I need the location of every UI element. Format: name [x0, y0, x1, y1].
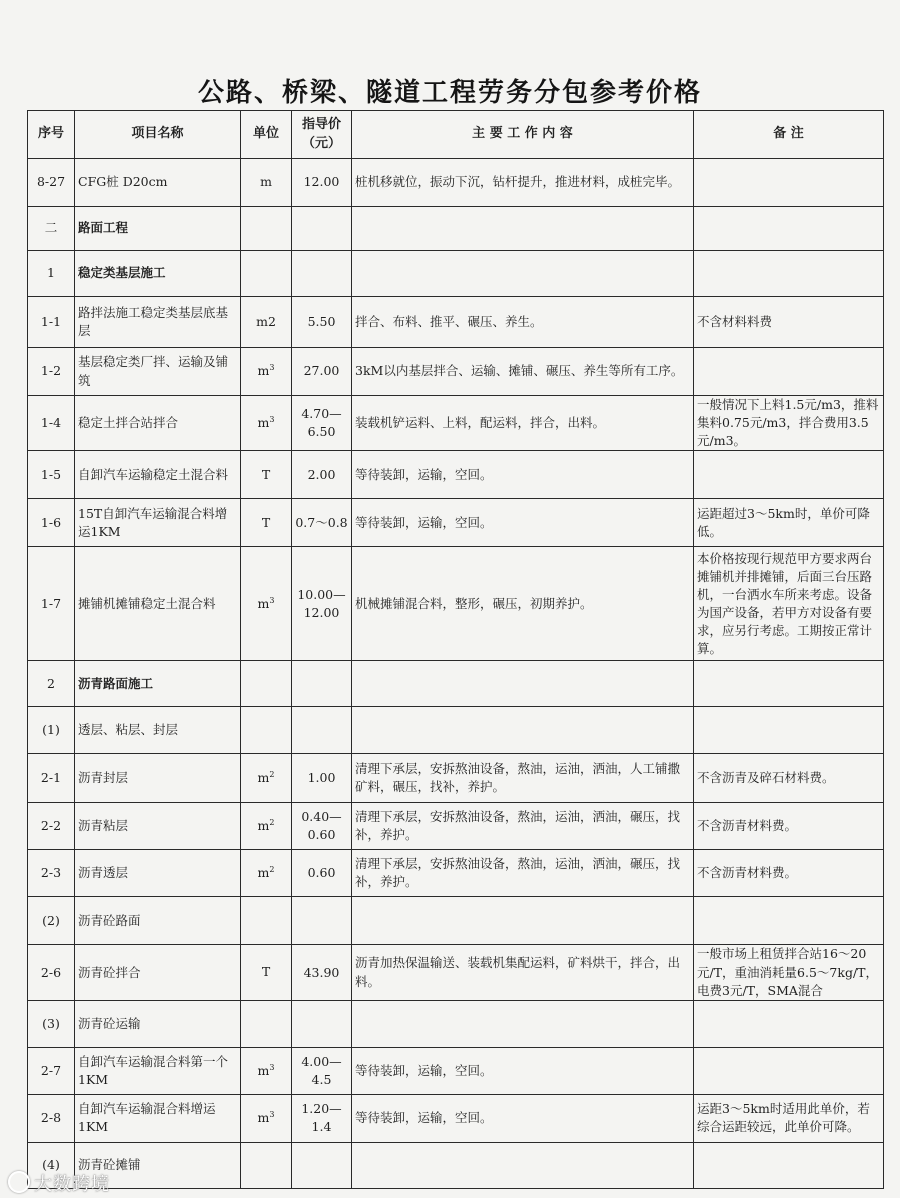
table-row: [28, 396, 884, 451]
guide-price: 2.00: [292, 451, 352, 499]
remark: [694, 207, 884, 251]
unit: T: [261, 514, 271, 530]
item-name: 稳定类基层施工: [75, 251, 241, 297]
table-row: [28, 1000, 884, 1047]
unit-cell: [241, 348, 292, 396]
table-row: [28, 1142, 884, 1188]
unit-cell: [241, 1142, 292, 1188]
work-content: [352, 207, 694, 251]
row-number: (2): [28, 897, 75, 945]
row-number: 2-7: [28, 1047, 75, 1094]
unit-cell: [241, 850, 292, 897]
guide-price: 0.7～0.8: [292, 499, 352, 547]
item-name: 沥青砼运输: [75, 1000, 241, 1047]
remark: [694, 348, 884, 396]
unit-cell: [241, 297, 292, 348]
row-number: (4): [28, 1142, 75, 1188]
remark: [694, 1000, 884, 1047]
guide-price: 4.00—4.5: [292, 1047, 352, 1094]
remark: 不含沥青及碎石材料费。: [694, 754, 884, 803]
unit-cell: [241, 1094, 292, 1142]
remark: [694, 451, 884, 499]
unit: m: [257, 770, 270, 786]
item-name: 沥青砼拌合: [75, 945, 241, 1000]
guide-price: [292, 207, 352, 251]
row-number: 2-3: [28, 850, 75, 897]
remark: [694, 1142, 884, 1188]
row-number: 1-1: [28, 297, 75, 348]
row-number: 1: [28, 251, 75, 297]
guide-price: 43.90: [292, 945, 352, 1000]
unit-cell: [241, 251, 292, 297]
row-number: 1-7: [28, 547, 75, 661]
row-number: 2-8: [28, 1094, 75, 1142]
unit: m: [257, 595, 270, 611]
work-content: 拌合、布料、推平、碾压、养生。: [352, 297, 694, 348]
remark: 本价格按现行规范甲方要求两台摊铺机并排摊铺，后面三台压路机，一台洒水车所来考虑。设备为国产设备，若甲方对设备有要求，应另行考虑。工期按正常计算。: [694, 547, 884, 661]
unit: m: [257, 415, 270, 431]
unit-exponent: 2: [269, 770, 275, 780]
item-name: 沥青砼摊铺: [75, 1142, 241, 1188]
unit-cell: [241, 159, 292, 207]
remark: [694, 897, 884, 945]
unit: m: [257, 1062, 270, 1078]
col-header-work: 主 要 工 作 内 容: [352, 111, 694, 159]
remark: [694, 707, 884, 754]
unit: m: [257, 363, 270, 379]
row-number: 1-6: [28, 499, 75, 547]
unit-cell: [241, 547, 292, 661]
row-number: 1-5: [28, 451, 75, 499]
table-body: [28, 159, 884, 1189]
col-header-unit: 单位: [241, 111, 292, 159]
table-row: [28, 803, 884, 850]
guide-price: 5.50: [292, 297, 352, 348]
work-content: 等待装卸，运输，空回。: [352, 451, 694, 499]
unit: T: [261, 466, 271, 482]
unit: m: [257, 1110, 270, 1126]
col-header-price-line2: （元）: [301, 135, 341, 151]
table-row: [28, 207, 884, 251]
watermark-logo-icon: [8, 1171, 30, 1193]
table-row: [28, 297, 884, 348]
guide-price: 12.00: [292, 159, 352, 207]
guide-price: 1.00: [292, 754, 352, 803]
unit-exponent: 3: [269, 595, 275, 605]
remark: [694, 1047, 884, 1094]
row-number: 1-2: [28, 348, 75, 396]
col-header-price-line1: 指导价: [301, 116, 341, 132]
unit-exponent: 2: [269, 865, 275, 875]
table-row: [28, 159, 884, 207]
table-row: [28, 348, 884, 396]
work-content: 装载机铲运料、上料，配运料，拌合，出料。: [352, 396, 694, 451]
remark: [694, 661, 884, 707]
document-title: 公路、桥梁、隧道工程劳务分包参考价格: [197, 78, 702, 108]
table-row: [28, 547, 884, 661]
guide-price: [292, 1142, 352, 1188]
table-row: [28, 251, 884, 297]
guide-price: [292, 1000, 352, 1047]
unit-cell: [241, 897, 292, 945]
unit-cell: [241, 707, 292, 754]
unit-cell: [241, 1047, 292, 1094]
table-row: [28, 897, 884, 945]
table-row: [28, 661, 884, 707]
item-name: 沥青粘层: [75, 803, 241, 850]
guide-price: 10.00—12.00: [292, 547, 352, 661]
item-name: 自卸汽车运输稳定土混合料: [75, 451, 241, 499]
col-header-price: [292, 111, 352, 159]
work-content: [352, 707, 694, 754]
item-name: 沥青路面施工: [75, 661, 241, 707]
remark: 运距超过3～5km时，单价可降低。: [694, 499, 884, 547]
work-content: 清理下承层，安拆熬油设备，熬油，运油，洒油，人工铺撒矿料，碾压，找补，养护。: [352, 754, 694, 803]
table-row: [28, 1094, 884, 1142]
work-content: 等待装卸，运输，空回。: [352, 1094, 694, 1142]
row-number: 2-2: [28, 803, 75, 850]
work-content: 清理下承层，安拆熬油设备，熬油，运油，洒油，碾压，找补，养护。: [352, 803, 694, 850]
work-content: [352, 897, 694, 945]
item-name: 自卸汽车运输混合料增运1KM: [75, 1094, 241, 1142]
item-name: 稳定土拌合站拌合: [75, 396, 241, 451]
work-content: 3kM以内基层拌合、运输、摊铺、碾压、养生等所有工序。: [352, 348, 694, 396]
work-content: 桩机移就位，振动下沉，钻杆提升，推进材料，成桩完毕。: [352, 159, 694, 207]
table-row: [28, 451, 884, 499]
guide-price: 0.40—0.60: [292, 803, 352, 850]
work-content: 清理下承层，安拆熬油设备，熬油，运油，洒油，碾压，找补，养护。: [352, 850, 694, 897]
unit-cell: [241, 803, 292, 850]
guide-price: [292, 897, 352, 945]
item-name: 基层稳定类厂拌、运输及铺筑: [75, 348, 241, 396]
unit-cell: [241, 207, 292, 251]
unit: m: [257, 818, 270, 834]
item-name: 透层、粘层、封层: [75, 707, 241, 754]
unit-exponent: 3: [269, 1062, 275, 1072]
unit-cell: [241, 1000, 292, 1047]
row-number: (1): [28, 707, 75, 754]
row-number: 8-27: [28, 159, 75, 207]
watermark: [8, 1170, 110, 1196]
guide-price: 4.70—6.50: [292, 396, 352, 451]
item-name: 自卸汽车运输混合料第一个1KM: [75, 1047, 241, 1094]
item-name: 摊铺机摊铺稳定土混合料: [75, 547, 241, 661]
header-row: [28, 111, 884, 159]
item-name: 沥青砼路面: [75, 897, 241, 945]
unit-cell: [241, 754, 292, 803]
row-number: 2: [28, 661, 75, 707]
table-row: [28, 945, 884, 1000]
guide-price: [292, 707, 352, 754]
unit-cell: [241, 499, 292, 547]
guide-price: 1.20—1.4: [292, 1094, 352, 1142]
item-name: 15T自卸汽车运输混合料增运1KM: [75, 499, 241, 547]
table-row: [28, 1047, 884, 1094]
unit-cell: [241, 661, 292, 707]
unit-exponent: 2: [269, 818, 275, 828]
row-number: (3): [28, 1000, 75, 1047]
item-name: 沥青封层: [75, 754, 241, 803]
work-content: [352, 1142, 694, 1188]
col-header-no: 序号: [28, 111, 75, 159]
work-content: 等待装卸，运输，空回。: [352, 1047, 694, 1094]
remark: 一般市场上租赁拌合站16～20元/T，重油消耗量6.5～7kg/T，电费3元/T，SMA混合: [694, 945, 884, 1000]
price-table: [27, 110, 884, 1189]
row-number: 2-1: [28, 754, 75, 803]
row-number: 二: [28, 207, 75, 251]
table-row: [28, 707, 884, 754]
remark: [694, 159, 884, 207]
row-number: 1-4: [28, 396, 75, 451]
item-name: 路面工程: [75, 207, 241, 251]
unit-cell: [241, 945, 292, 1000]
col-header-name: 项目名称: [75, 111, 241, 159]
watermark-text: 大数跨境: [34, 1174, 110, 1195]
work-content: [352, 661, 694, 707]
unit-exponent: 3: [269, 363, 275, 373]
unit: T: [261, 964, 271, 980]
unit: m: [260, 174, 272, 190]
work-content: [352, 1000, 694, 1047]
remark: 一般情况下上料1.5元/m3，推料集料0.75元/m3，拌合费用3.5元/m3。: [694, 396, 884, 451]
col-header-note: 备 注: [694, 111, 884, 159]
unit-exponent: 3: [269, 415, 275, 425]
table-row: [28, 499, 884, 547]
guide-price: [292, 661, 352, 707]
work-content: [352, 251, 694, 297]
unit-cell: [241, 396, 292, 451]
remark: 运距3～5km时适用此单价，若综合运距较远，此单价可降。: [694, 1094, 884, 1142]
unit-cell: [241, 451, 292, 499]
unit: m2: [256, 314, 276, 330]
work-content: 等待装卸，运输，空回。: [352, 499, 694, 547]
unit-exponent: 3: [269, 1110, 275, 1120]
guide-price: [292, 251, 352, 297]
item-name: 路拌法施工稳定类基层底基层: [75, 297, 241, 348]
remark: [694, 251, 884, 297]
row-number: 2-6: [28, 945, 75, 1000]
remark: 不含材料料费: [694, 297, 884, 348]
guide-price: 0.60: [292, 850, 352, 897]
work-content: 机械摊铺混合料，整形，碾压，初期养护。: [352, 547, 694, 661]
table-row: [28, 754, 884, 803]
remark: 不含沥青材料费。: [694, 850, 884, 897]
unit: m: [257, 865, 270, 881]
item-name: CFG桩 D20cm: [75, 159, 241, 207]
guide-price: 27.00: [292, 348, 352, 396]
table-row: [28, 850, 884, 897]
item-name: 沥青透层: [75, 850, 241, 897]
work-content: 沥青加热保温输送、装载机集配运料，矿料烘干，拌合，出料。: [352, 945, 694, 1000]
remark: 不含沥青材料费。: [694, 803, 884, 850]
